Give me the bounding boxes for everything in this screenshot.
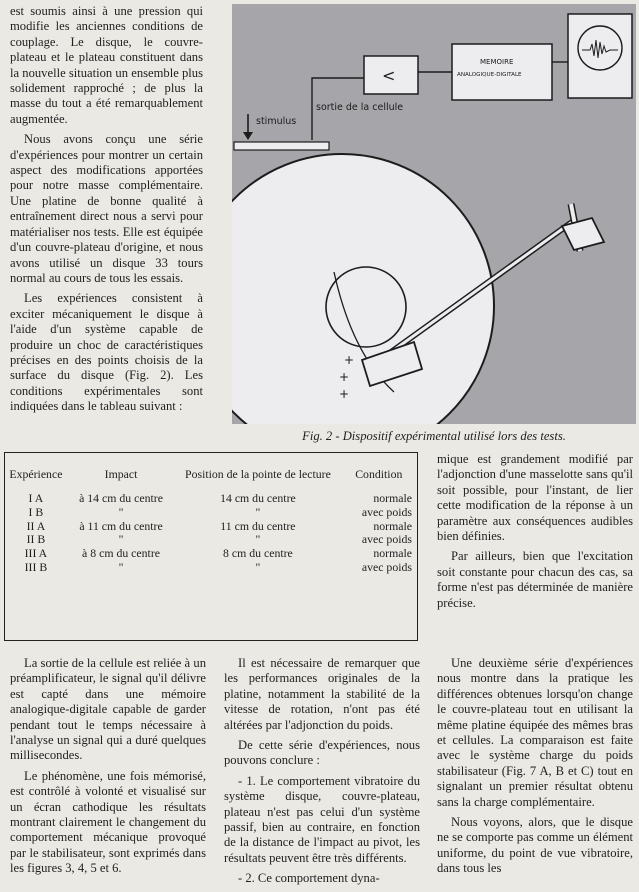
- conditions-table: [5, 467, 417, 575]
- table-row: [5, 533, 417, 547]
- memory-label: MEMOIRE: [480, 58, 514, 66]
- cell-impact: ": [118, 559, 124, 574]
- record-center-label: [326, 267, 406, 347]
- cell-output-label: sortie de la cellule: [316, 102, 404, 113]
- cell-experience: I A: [28, 491, 44, 505]
- figure-caption: Fig. 2 - Dispositif expérimental utilisé lors des tests.: [302, 429, 566, 443]
- paragraph: - 1. Le comportement vibratoire du système disque, couvre-plateau, plateau n'est pas celui d'un système passif, bien au contraire, en fonction de la distance de l'impact au pivot, les résultats peuvent être très différents.: [224, 773, 420, 865]
- cell-position: ": [255, 559, 261, 574]
- conditions-table-box: [4, 452, 418, 641]
- paragraph: est soumis ainsi à une pression qui modifie les anciennes conditions de couplage. Le disque, le couvre-plateau et le plateau constituent dans la nouvelle situation un ensemble plus solidement rapproché ; de plus la masse du tout a été remarquablement augmentée.: [10, 4, 203, 126]
- cell-experience: I B: [28, 504, 44, 519]
- paragraph: mique est grandement modifié par l'adjonction d'une masselotte sans qu'il soit possible, pour l'instant, de lier cette modification de la réponse à un paramètre aux conséquences audibles bien définies.: [437, 452, 633, 544]
- cell-impact: ": [118, 532, 124, 547]
- cell-position: ": [255, 504, 261, 519]
- paragraph: La sortie de la cellule est reliée à un préamplificateur, le signal qu'il délivre est capté dans une mémoire analogique-digitale capable de garder pendant tout le temps nécessaire à l'analyse un signal qui a duré quelques millisecondes.: [10, 656, 206, 763]
- bottom-column-1: [10, 656, 206, 882]
- cell-condition: avec poids: [361, 532, 412, 547]
- cell-experience: II A: [26, 518, 46, 533]
- figure-2-diagram: [232, 4, 636, 424]
- paragraph: De cette série d'expériences, nous pouvons conclure :: [224, 738, 420, 768]
- cell-position: 11 cm du centre: [220, 518, 296, 533]
- paragraph: Une deuxième série d'expériences nous montre dans la pratique les différences obtenues lorsqu'on change le couvre-plateau tout en utilisant la même platine équipée des mêmes bras et cellules. La comparaison est faite avec le système charge du poids stabilisateur (Fig. 7 A, B et C) tout en signalant un premier résultat obtenu sans la charge complémentaire.: [437, 656, 633, 809]
- table-row: [5, 547, 417, 561]
- table-row: [5, 506, 417, 520]
- cell-position: 14 cm du centre: [220, 491, 296, 505]
- paragraph: Nous avons conçu une série d'expériences pour montrer un certain aspect des modifications apportées pour notre masse complémentaire. Une platine de bonne qualité à entraînement direct nous a servi pour matérialiser nos tests. Elle est équipée d'un couvre-plateau d'origine, et nous avons utilisé un disque 33 tours normal au cours de tous les essais.: [10, 132, 203, 285]
- cell-experience: II B: [26, 532, 46, 547]
- cell-condition: normale: [373, 518, 412, 533]
- cell-impact: à 8 cm du centre: [82, 546, 160, 561]
- table-row: [5, 492, 417, 506]
- impact-point: +: [344, 353, 355, 367]
- cell-impact: à 11 cm du centre: [79, 518, 163, 533]
- cell-condition: normale: [373, 546, 412, 561]
- cell-experience: III A: [24, 546, 48, 561]
- impact-point: +: [339, 387, 350, 401]
- right-column-top: [437, 452, 633, 616]
- table-row: [5, 520, 417, 534]
- cell-condition: normale: [373, 491, 412, 505]
- cell-condition: avec poids: [361, 504, 412, 519]
- experimental-setup-drawing: [232, 4, 636, 424]
- amplifier-symbol: <: [382, 66, 396, 85]
- col-header-experience: Expérience: [9, 467, 63, 481]
- paragraph: Le phénomène, une fois mémorisé, est contrôlé à volonté et visualisé sur un écran cathodique les résultats montrant clairement le changement du comportement mécanique provoqué par le stabilisateur, sont exprimés dans les figures 3, 4, 5 et 6.: [10, 768, 206, 876]
- left-column-top: [10, 4, 203, 420]
- paragraph: Il est nécessaire de remarquer que les performances originales de la platine, notamment la stabilité de la vitesse de rotation, n'ont pas été altérées par l'adjonction du poids.: [224, 656, 420, 732]
- paragraph: Nous voyons, alors, que le disque ne se comporte pas comme un élément uniforme, du point de vue vibratoire, dans tous les: [437, 815, 633, 876]
- memory-sublabel: ANALOGIQUE-DIGITALE: [457, 72, 522, 78]
- oscilloscope-screen: [578, 26, 622, 70]
- paragraph: Les expériences consistent à exciter mécaniquement le disque à l'aide d'un système capable de produire un choc de caractéristiques précises en des points choisis de la surface du disque (Fig. 2). Les conditions expérimentales sont indiquées dans le tableau suivant :: [10, 291, 203, 414]
- cell-position: ": [255, 532, 261, 547]
- paragraph: Par ailleurs, bien que l'excitation soit constante pour chacun des cas, sa forme n'est pas déterminée de manière précise.: [437, 549, 633, 610]
- table-row: [5, 561, 417, 575]
- cell-experience: III B: [24, 559, 48, 574]
- cell-position: 8 cm du centre: [223, 546, 293, 561]
- col-header-position: Position de la pointe de lecture: [185, 467, 331, 481]
- stimulus-label: stimulus: [256, 116, 297, 127]
- cell-impact: à 14 cm du centre: [79, 491, 163, 505]
- cell-condition: avec poids: [361, 559, 412, 574]
- impact-point: +: [339, 370, 350, 384]
- cell-impact: ": [118, 504, 124, 519]
- table-header-row: [5, 467, 417, 492]
- col-header-impact: Impact: [104, 467, 138, 481]
- bottom-column-3: [437, 656, 633, 882]
- col-header-condition: Condition: [355, 467, 403, 481]
- bottom-column-2: [224, 656, 420, 892]
- paragraph: - 2. Ce comportement dyna-: [238, 871, 380, 886]
- platter-edge: [234, 142, 329, 150]
